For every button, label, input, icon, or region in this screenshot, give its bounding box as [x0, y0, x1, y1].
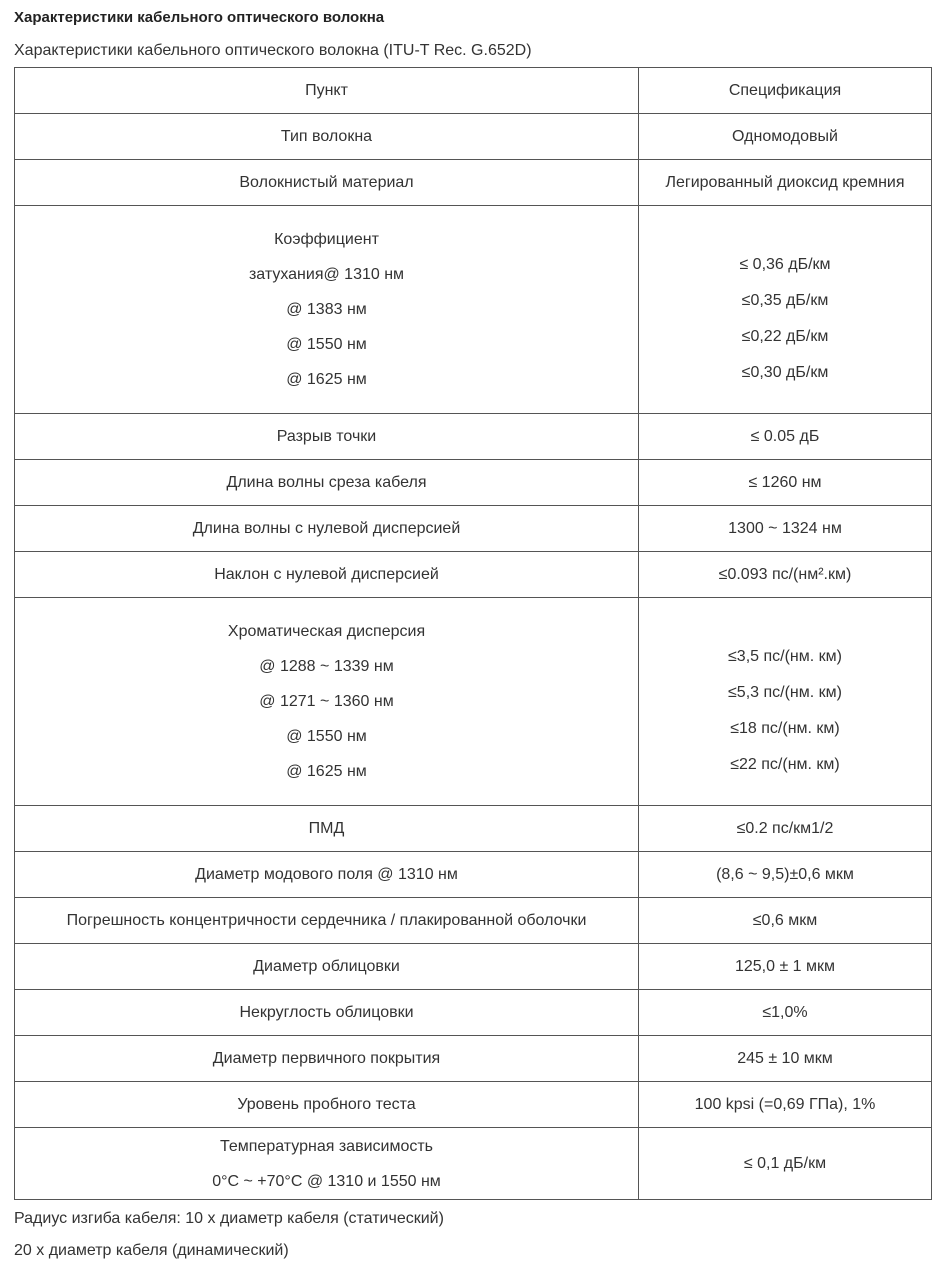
spec-text: Легированный диоксид кремния [665, 173, 905, 191]
item-text: Уровень пробного теста [237, 1095, 416, 1113]
item-text: @ 1625 нм [286, 763, 367, 780]
item-text: Некруглость облицовки [239, 1003, 414, 1021]
item-text: 0°C ~ +70°C @ 1310 и 1550 нм [212, 1172, 441, 1190]
spec-text: ≤0,35 дБ/км [741, 291, 829, 309]
page-heading: Характеристики кабельного оптического волокна [14, 9, 385, 26]
row-spec-cell [639, 852, 932, 898]
spec-table [14, 67, 932, 1200]
spec-text: 1300 ~ 1324 нм [728, 519, 842, 537]
row-item-cell [15, 898, 639, 944]
item-text: Волокнистый материал [239, 173, 414, 191]
item-text: Диаметр облицовки [253, 957, 400, 975]
spec-text: ≤0,30 дБ/км [741, 363, 829, 381]
table-header-row [15, 68, 932, 114]
item-text: Погрешность концентричности сердечника / плакированной оболочки [66, 911, 587, 929]
spec-text: ≤3,5 пс/(нм. км) [728, 647, 842, 665]
row-spec-cell [639, 944, 932, 990]
item-text: @ 1550 нм [286, 336, 367, 353]
row-spec-cell [639, 414, 932, 460]
table-row [15, 990, 932, 1036]
table-row [15, 852, 932, 898]
row-spec-cell [639, 898, 932, 944]
spec-text: ≤ 0,36 дБ/км [739, 255, 831, 273]
item-text: Длина волны среза кабеля [226, 473, 427, 491]
row-item-cell [15, 598, 639, 806]
row-item-cell [15, 806, 639, 852]
row-item-cell [15, 944, 639, 990]
item-text: Длина волны с нулевой дисперсией [192, 519, 461, 537]
row-spec-cell [639, 1036, 932, 1082]
row-item-cell [15, 460, 639, 506]
row-item-cell [15, 1128, 639, 1200]
row-spec-cell [639, 160, 932, 206]
item-text: Диаметр первичного покрытия [212, 1049, 441, 1067]
table-row [15, 506, 932, 552]
spec-text: ≤0,22 дБ/км [741, 327, 829, 345]
table-row [15, 160, 932, 206]
spec-text: ≤ 1260 нм [748, 473, 822, 491]
item-text: @ 1383 нм [286, 301, 367, 318]
table-row [15, 552, 932, 598]
row-item-cell [15, 506, 639, 552]
item-text: Разрыв точки [276, 427, 377, 445]
table-row [15, 1128, 932, 1200]
table-row [15, 414, 932, 460]
row-spec-cell [639, 806, 932, 852]
header-item: Пункт [15, 68, 639, 114]
item-text: затухания@ 1310 нм [248, 266, 405, 283]
item-text: Хроматическая дисперсия [227, 623, 426, 640]
item-text: Коэффициент [274, 231, 379, 248]
spec-text: ≤ 0,1 дБ/км [743, 1154, 827, 1172]
item-text: Температурная зависимость [219, 1137, 434, 1155]
spec-text: ≤22 пс/(нм. км) [730, 755, 840, 773]
row-spec-cell [639, 206, 932, 414]
item-text: @ 1288 ~ 1339 нм [259, 658, 394, 675]
spec-text: ≤0.2 пс/км1/2 [736, 819, 834, 837]
table-row [15, 460, 932, 506]
table-row [15, 898, 932, 944]
row-item-cell [15, 114, 639, 160]
row-spec-cell [639, 114, 932, 160]
row-spec-cell [639, 552, 932, 598]
bend-radius-static-note: Радиус изгиба кабеля: 10 x диаметр кабеля (статический) [14, 1210, 444, 1227]
spec-text: Одномодовый [732, 127, 838, 145]
table-row [15, 1082, 932, 1128]
spec-text: ≤18 пс/(нм. км) [730, 719, 840, 737]
row-item-cell [15, 1082, 639, 1128]
table-row [15, 944, 932, 990]
spec-text: (8,6 ~ 9,5)±0,6 мкм [716, 865, 854, 883]
table-row [15, 1036, 932, 1082]
table-row [15, 206, 932, 414]
spec-text: ≤5,3 пс/(нм. км) [728, 683, 842, 701]
row-item-cell [15, 206, 639, 414]
item-text: @ 1625 нм [286, 371, 367, 388]
row-spec-cell [639, 506, 932, 552]
row-spec-cell [639, 460, 932, 506]
page-subtitle: Характеристики кабельного оптического волокна (ITU-T Rec. G.652D) [14, 42, 532, 59]
table-row [15, 114, 932, 160]
row-item-cell [15, 852, 639, 898]
table-row [15, 806, 932, 852]
bend-radius-dynamic-note: 20 x диаметр кабеля (динамический) [14, 1242, 289, 1259]
row-item-cell [15, 160, 639, 206]
spec-text: ≤0.093 пс/(нм².км) [718, 565, 852, 583]
header-spec: Спецификация [639, 68, 932, 114]
item-text: ПМД [308, 819, 345, 837]
item-text: Тип волокна [280, 127, 373, 145]
spec-text: ≤ 0.05 дБ [750, 427, 820, 445]
table-row [15, 598, 932, 806]
spec-text: 125,0 ± 1 мкм [734, 957, 836, 975]
item-text: @ 1271 ~ 1360 нм [259, 693, 394, 710]
item-text: Наклон с нулевой дисперсией [214, 565, 439, 583]
row-spec-cell [639, 1128, 932, 1200]
item-text: Диаметр модового поля @ 1310 нм [195, 865, 458, 883]
row-item-cell [15, 1036, 639, 1082]
row-item-cell [15, 990, 639, 1036]
spec-text: ≤1,0% [762, 1003, 808, 1021]
spec-text: 100 kpsi (=0,69 ГПа), 1% [694, 1095, 876, 1113]
row-spec-cell [639, 598, 932, 806]
spec-text: ≤0,6 мкм [752, 911, 818, 929]
row-item-cell [15, 414, 639, 460]
row-spec-cell [639, 1082, 932, 1128]
item-text: @ 1550 нм [286, 728, 367, 745]
row-item-cell [15, 552, 639, 598]
spec-text: 245 ± 10 мкм [737, 1049, 833, 1067]
row-spec-cell [639, 990, 932, 1036]
